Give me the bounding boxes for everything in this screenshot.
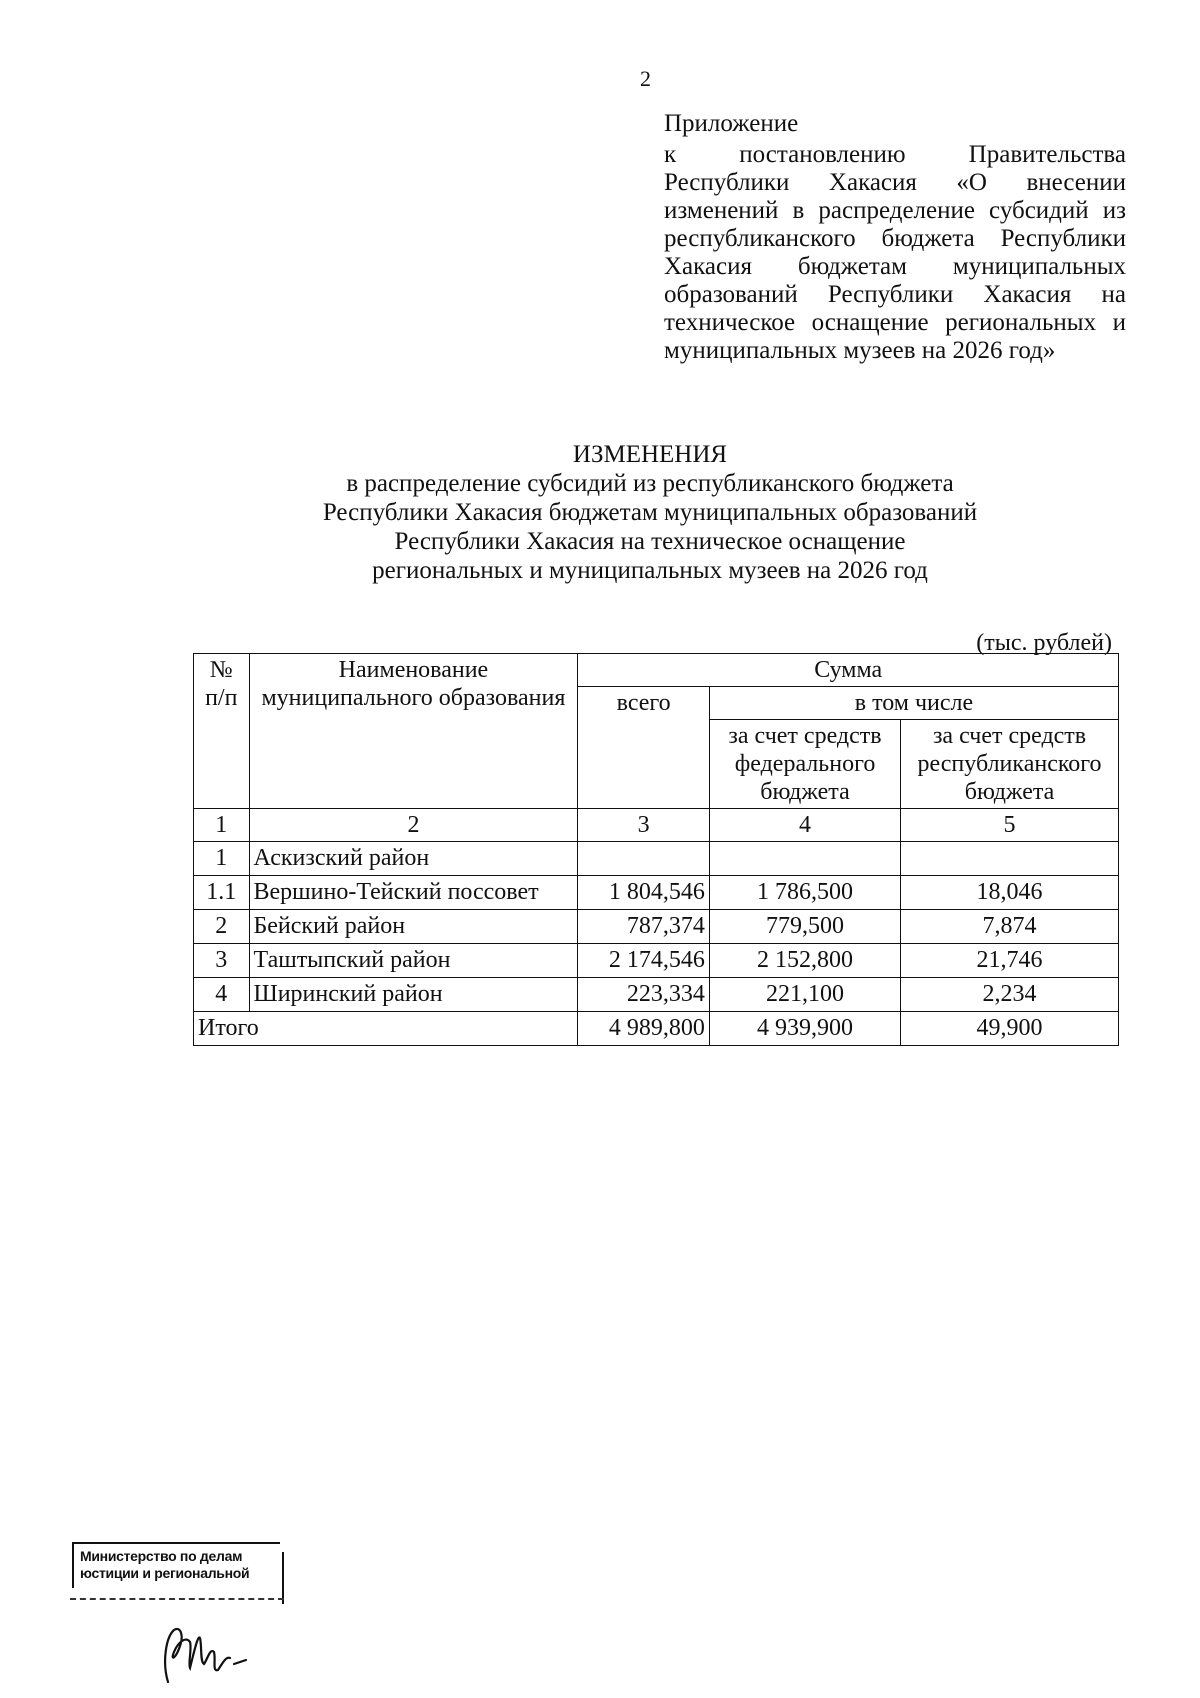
row-republican: 21,746	[901, 944, 1119, 978]
row-name: Аскизский район	[249, 842, 578, 876]
row-federal: 2 152,800	[709, 944, 900, 978]
row-total: 1 804,546	[578, 876, 710, 910]
row-republican: 2,234	[901, 978, 1119, 1012]
table-row	[194, 978, 1119, 1012]
row-total: 223,334	[578, 978, 710, 1012]
row-total	[578, 842, 710, 876]
row-num: 4	[194, 978, 250, 1012]
row-federal: 779,500	[709, 910, 900, 944]
appendix-heading: Приложение	[664, 110, 799, 137]
row-name: Вершино-Тейский поссовет	[249, 876, 578, 910]
total-label: Итого	[194, 1012, 578, 1046]
row-num: 1	[194, 842, 250, 876]
title-line: региональных и муниципальных музеев на 2026 год	[372, 557, 928, 584]
appendix-block	[664, 110, 1126, 365]
ministry-stamp	[72, 1542, 280, 1588]
column-index-row	[194, 809, 1119, 842]
stamp-divider	[70, 1598, 284, 1600]
row-num: 1.1	[194, 876, 250, 910]
row-total: 787,374	[578, 910, 710, 944]
header-sum: Сумма	[578, 654, 1119, 687]
stamp-line-1: Министерство по делам	[80, 1548, 243, 1564]
header-federal: за счет средств федерального бюджета	[709, 720, 900, 809]
table-row	[194, 876, 1119, 910]
row-federal: 221,100	[709, 978, 900, 1012]
subsidy-table	[193, 653, 1119, 1046]
title-line: Республики Хакасия на техническое оснащение	[394, 528, 906, 555]
index-cell: 1	[194, 809, 250, 842]
row-republican: 7,874	[901, 910, 1119, 944]
stamp-line-2: юстиции и региональной	[80, 1565, 250, 1581]
table-row	[194, 944, 1119, 978]
table-row	[194, 842, 1119, 876]
row-num: 3	[194, 944, 250, 978]
title-line: Республики Хакасия бюджетам муниципальных образований	[322, 499, 978, 526]
header-total: всего	[578, 687, 710, 809]
index-cell: 3	[578, 809, 710, 842]
header-including: в том числе	[709, 687, 1118, 720]
row-name: Ширинский район	[249, 978, 578, 1012]
index-cell: 4	[709, 809, 900, 842]
header-num: № п/п	[194, 654, 250, 809]
row-name: Бейский район	[249, 910, 578, 944]
row-name: Таштыпский район	[249, 944, 578, 978]
title-line: в распределение субсидий из республиканского бюджета	[346, 470, 954, 497]
row-republican: 18,046	[901, 876, 1119, 910]
row-republican	[901, 842, 1119, 876]
header-republican: за счет средств республиканского бюджета	[901, 720, 1119, 809]
row-federal: 1 786,500	[709, 876, 900, 910]
total-sum: 4 989,800	[578, 1012, 710, 1046]
total-federal: 4 939,900	[709, 1012, 900, 1046]
table-row	[194, 910, 1119, 944]
page-number: 2	[640, 66, 651, 91]
header-name: Наименование муниципального образования	[249, 654, 578, 809]
document-title-block	[190, 440, 1110, 585]
row-federal	[709, 842, 900, 876]
row-num: 2	[194, 910, 250, 944]
index-cell: 5	[901, 809, 1119, 842]
document-title: ИЗМЕНЕНИЯ	[572, 441, 728, 468]
units-label: (тыс. рублей)	[976, 630, 1112, 656]
total-republican: 49,900	[901, 1012, 1119, 1046]
total-row	[194, 1012, 1119, 1046]
stamp-border	[282, 1552, 284, 1604]
index-cell: 2	[249, 809, 578, 842]
appendix-body: к постановлению Правительства Республики Хакасия «О внесении изменений в распределение субсидий из республиканского бюджета Республики Хакасия бюджетам муниципальных образований Республики Хакасия на техническое оснащение региональных и муниципальных музеев на 2026 год»	[664, 141, 1126, 364]
handwritten-signature	[160, 1612, 280, 1692]
row-total: 2 174,546	[578, 944, 710, 978]
